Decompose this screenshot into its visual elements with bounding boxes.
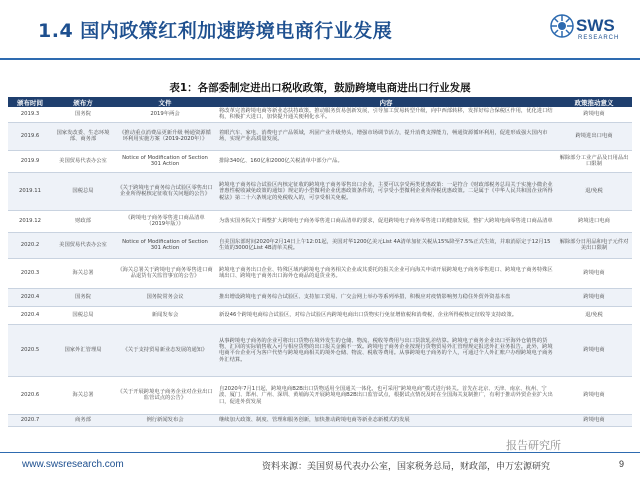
row-dept: 国务院 <box>52 288 114 306</box>
watermark: 报告研究所 <box>506 439 561 452</box>
row-date: 2019.9 <box>8 150 52 172</box>
row-file: 《海关总署关于跨境电子商务零售进口商品退货有关监管事宜的公告》 <box>114 258 216 288</box>
row-dept: 国家发改委、生态环境部、商务部 <box>52 122 114 150</box>
row-dept: 国税总局 <box>52 306 114 324</box>
row-date: 2019.6 <box>8 122 52 150</box>
row-dept: 海关总署 <box>52 376 114 414</box>
row-significance: 跨境电商 <box>556 324 632 376</box>
row-file: 2019年两会 <box>114 107 216 122</box>
row-significance: 跨境进口电商 <box>556 210 632 232</box>
row-significance: 跨境电商 <box>556 376 632 414</box>
row-file: 国务院常务会议 <box>114 288 216 306</box>
table-row <box>8 288 632 306</box>
column-header-file: 文件 <box>114 97 216 107</box>
row-dept: 商务部 <box>52 414 114 426</box>
slide-header <box>0 0 640 62</box>
source-note: 资料来源：美国贸易代表办公室，国家税务总局，财政部，申万宏源研究 <box>262 462 551 472</box>
row-significance: 跨境电商 <box>556 414 632 426</box>
row-content: 跨境电子商务出口企业、特殊区域内跨境电子商务相关企业或其委托的报关企业可向海关申请开展跨境电子商务零售进口、跨境电子商务特殊区域出口、跨境电子商务出口海外仓商品的退货业务。 <box>216 258 556 288</box>
row-file: Notice of Modification of Section 301 Action <box>114 150 216 172</box>
sws-logo-icon <box>550 14 574 38</box>
row-significance: 跨境电商 <box>556 288 632 306</box>
table-row <box>8 414 632 426</box>
row-date: 2019.12 <box>8 210 52 232</box>
table-row <box>8 324 632 376</box>
row-date: 2020.4 <box>8 288 52 306</box>
row-dept: 美国贸易代表办公室 <box>52 232 114 258</box>
row-file: 新闻发布会 <box>114 306 216 324</box>
row-file: 《跨境电子商务零售进口商品清单（2019年版）》 <box>114 210 216 232</box>
row-dept: 美国贸易代表办公室 <box>52 150 114 172</box>
row-content: 将改革完善跨境电商等新业态扶持政策。推动服务贸易创新发展，引导加工贸易转型升级，向中西部转移，发挥好综合保税区作用，优化进口结构，积极扩大进口，加快提升通关便利化水平。 <box>216 107 556 122</box>
row-significance: 退/免税 <box>556 306 632 324</box>
row-significance: 解除部分工业产品及日用品出口限制 <box>556 150 632 172</box>
row-date: 2020.7 <box>8 414 52 426</box>
row-file: 例行新闻发布会 <box>114 414 216 426</box>
row-dept: 海关总署 <box>52 258 114 288</box>
table-title: 表1：各部委制定进出口税收政策，鼓励跨境电商进出口行业发展 <box>169 82 471 94</box>
row-date: 2020.5 <box>8 324 52 376</box>
row-content: 推出增设跨境电子商务综合试验区、支持加工贸易、广交会网上举办等系列举措，积极应对疫情影响努力稳住外贸外资基本盘 <box>216 288 556 306</box>
column-header-significance: 政策推动意义 <box>556 97 632 107</box>
row-date: 2020.3 <box>8 258 52 288</box>
row-significance: 跨境电商 <box>556 107 632 122</box>
column-header-content: 内容 <box>216 97 556 107</box>
row-file: 《关于跨境电子商务综合试验区零售出口企业所得税核定征收有关问题的公告》 <box>114 172 216 210</box>
row-content: 自2020年7月1日起，跨境电商B2B出口货物适用全国通关一体化，也可采用“跨境电商”模式进行转关。首先在北京、天津、南京、杭州、宁波、厦门、郑州、广州、深圳、黄埔海关开展跨境电商B2B出口监管试点，根据试点情况及时在全国海关复制推广，有利于推动外贸企业扩大出口，促进外贸发展 <box>216 376 556 414</box>
header-divider <box>0 58 640 60</box>
row-date: 2019.11 <box>8 172 52 210</box>
logo-subtext: RESEARCH <box>578 35 620 41</box>
row-content: 排除340亿、160亿和2000亿关税清单中部分产品。 <box>216 150 556 172</box>
logo-text: SWS <box>576 16 615 35</box>
row-file: Notice of Modification of Section 301 Action <box>114 232 216 258</box>
table-row <box>8 258 632 288</box>
row-significance: 跨境电商 <box>556 258 632 288</box>
row-date: 2019.3 <box>8 107 52 122</box>
row-dept: 国税总局 <box>52 172 114 210</box>
row-dept: 国务院 <box>52 107 114 122</box>
row-content: 为落实国务院关于调整扩大跨境电子商务零售进口商品清单的要求，促进跨境电子商务零售进口的健康发展，整扩大跨境电商零售进口商品清单 <box>216 210 556 232</box>
row-significance: 退/免税 <box>556 172 632 210</box>
table-row <box>8 232 632 258</box>
row-content: 自美国东部时间2020年2月14日上午12:01起，美国对华1200亿美元List 4A清单加征关税从15%降至7.5%正式生效，并取消原定于12月15生效的3000亿List 4B清单关税。 <box>216 232 556 258</box>
page-title: 1.4 国内政策红利加速跨境电商行业发展 <box>38 20 393 42</box>
row-significance: 跨境进出口电商 <box>556 122 632 150</box>
footer-divider <box>0 452 640 453</box>
row-date: 2020.6 <box>8 376 52 414</box>
row-content: 从事跨境电子商务的企业可将出口货物在境外发生的仓储、物流、税收等费用与出口货款轧差结算。跨境电子商务企业出口至海外仓销售的货物，汇回的实际销售收入可与相应货物的出口报关金额不一致。跨境电子商务企业按现行货物贸易外汇管理规定报送外汇业务报告。此外，跨境电商平台企业可为客户代垫与跨境电商相关的境外仓储、物流、税收等费用。从事跨境电子商务的个人，可通过个人外汇账户办理跨境电子商务外汇结算。 <box>216 324 556 376</box>
row-file: 《推动重点消费品更新升级 畅通资源循环利用实施方案（2019-2020年）》 <box>114 122 216 150</box>
row-date: 2020.2 <box>8 232 52 258</box>
page-number: 9 <box>619 459 625 469</box>
row-content: 继续加大政策、制度、管理和服务创新，加快推动跨境电商等新业态新模式的发展 <box>216 414 556 426</box>
row-content: 新设46个跨境电商综合试验区，对综合试验区内跨境电商出口货物实行免征增值税和消费税，企业所得税核定征收等支持政策。 <box>216 306 556 324</box>
table-row <box>8 150 632 172</box>
row-significance: 解除部分日用品和电子元件对美出口限制 <box>556 232 632 258</box>
row-dept: 财政部 <box>52 210 114 232</box>
row-file: 《关于开展跨境电子商务企业对企业出口监管试点的公告》 <box>114 376 216 414</box>
column-header-dept: 颁布方 <box>52 97 114 107</box>
table-row <box>8 376 632 414</box>
table-row <box>8 122 632 150</box>
sws-logo <box>548 12 628 52</box>
row-content: 跨境电子商务综合试验区内核定征收的跨境电子商务零售出口企业，主要可以享受两类优惠政策：一是符合《财政部税务总局关于实施小微企业普惠性税收减免政策的通知》规定的小型微利企业优惠政策条件的，可享受小型微利企业所得税优惠政策。二是属于《中华人民共和国企业所得税法》第二十六条规定的免税收入的，可享受相关免税。 <box>216 172 556 210</box>
column-header-date: 颁布时间 <box>8 97 52 107</box>
row-file: 《关于支持贸易新业态发展的通知》 <box>114 324 216 376</box>
row-content: 着眼汽车、家电、消费电子产品领域，巩固产业升级势头，增强市场调节活力，提升消费支撑能力，畅通资源循环利用，促进形成强大国内市场，实现产业高质量发展。 <box>216 122 556 150</box>
row-dept: 国家外汇管理局 <box>52 324 114 376</box>
table-header-row <box>8 97 632 107</box>
table-row <box>8 172 632 210</box>
footer-url: www.swsresearch.com <box>22 459 124 470</box>
row-date: 2020.4 <box>8 306 52 324</box>
table-row <box>8 210 632 232</box>
table-row <box>8 306 632 324</box>
policy-table <box>8 97 632 427</box>
table-row <box>8 107 632 122</box>
